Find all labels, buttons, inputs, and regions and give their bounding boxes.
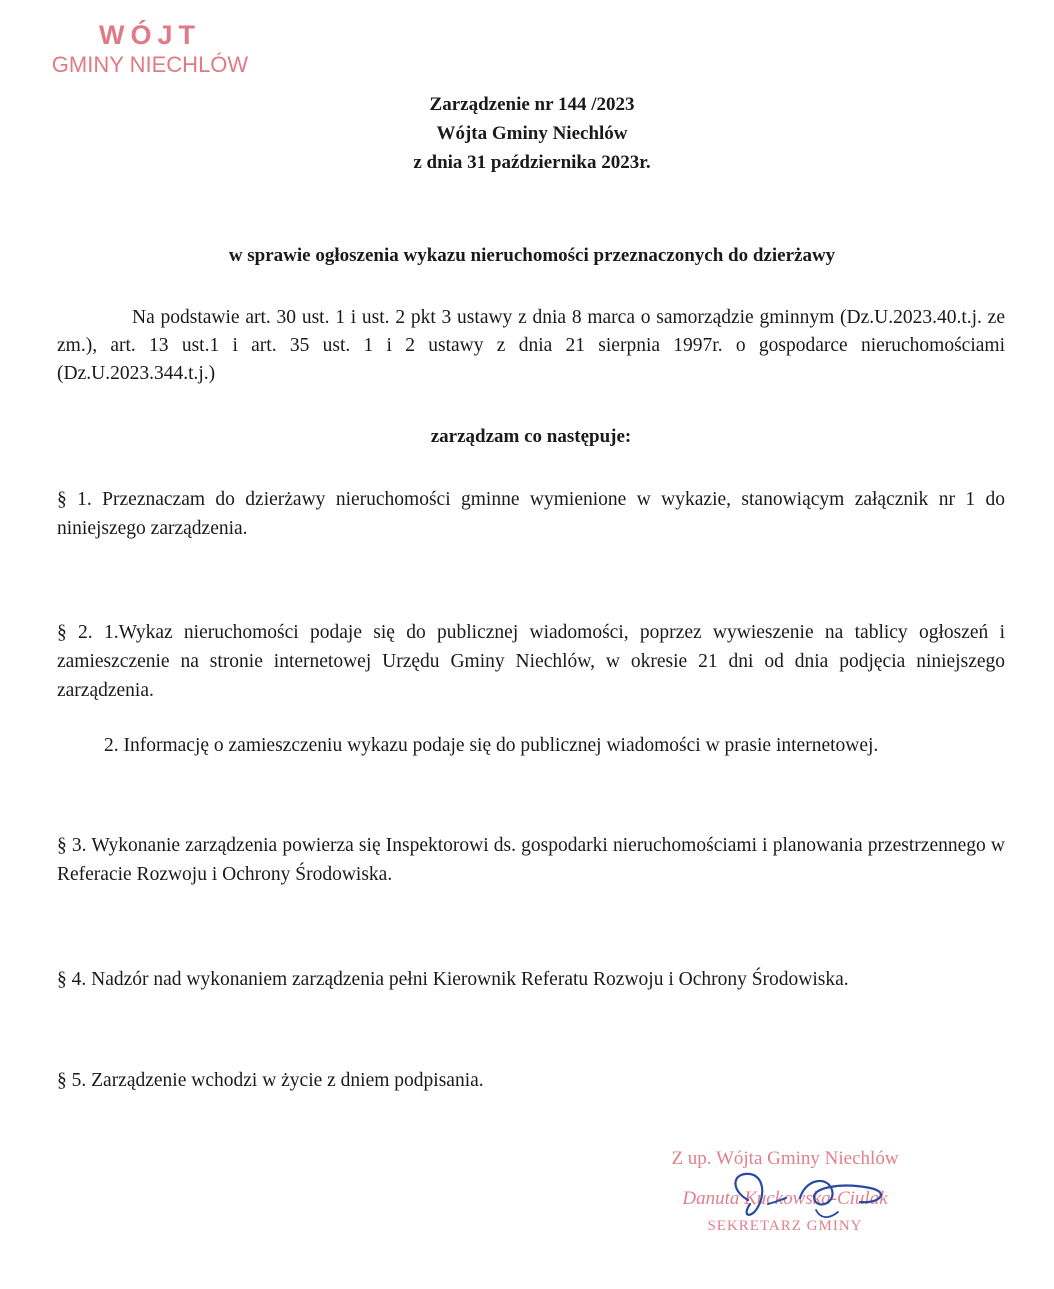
signature-stamp-line-3: SEKRETARZ GMINY: [707, 1218, 863, 1234]
stamp-line-2: GMINY NIECHLÓW: [51, 52, 249, 77]
paragraph-2-section-2: 2. Informację o zamieszczeniu wykazu podaje się do publicznej wiadomości w prasie internetowej.: [104, 735, 879, 756]
wojt-stamp: [30, 20, 270, 78]
title-line-1: Zarządzenie nr 144 /2023: [429, 94, 635, 115]
stamp-line-1: WÓJT: [99, 20, 201, 50]
paragraph-4: § 4. Nadzór nad wykonaniem zarządzenia pełni Kierownik Referatu Rozwoju i Ochrony Środowiska.: [57, 969, 849, 990]
title-line-2: Wójta Gminy Niechlów: [436, 123, 628, 144]
document-title: [0, 90, 1054, 177]
paragraph-1: § 1. Przeznaczam do dzierżawy nieruchomości gminne wymienione w wykazie, stanowiącym załącznik nr 1 do niniejszego zarządzenia.: [57, 489, 1005, 539]
signature-stamp-line-1: Z up. Wójta Gminy Niechlów: [671, 1148, 899, 1169]
decree-heading: zarządzam co następuje:: [430, 426, 632, 447]
paragraph-5: § 5. Zarządzenie wchodzi w życie z dniem podpisania.: [57, 1070, 484, 1091]
paragraph-3: § 3. Wykonanie zarządzenia powierza się Inspektorowi ds. gospodarki nieruchomościami i planowania przestrzennego w Referacie Rozwoju i Ochrony Środowiska.: [57, 835, 1005, 885]
title-line-3: z dnia 31 października 2023r.: [413, 152, 651, 173]
legal-basis: Na podstawie art. 30 ust. 1 i ust. 2 pkt 3 ustawy z dnia 8 marca o samorządzie gminnym (Dz.U.2023.40.t.j. ze zm.), art. 13 ust.1 i art. 35 ust. 1 i 2 ustawy z dnia 21 sierpnia 1997r. o gospodarce nieruchomościami (Dz.U.2023.344.t.j.): [57, 307, 1005, 384]
signature-stamp-line-2: Danuta Kuckowska-Ciulak: [682, 1188, 888, 1209]
paragraph-2-section-1: § 2. 1.Wykaz nieruchomości podaje się do publicznej wiadomości, poprzez wywieszenie na tablicy ogłoszeń i zamieszczenie na stronie internetowej Urzędu Gminy Niechlów, w okresie 21 dni od dnia podjęcia niniejszego zarządzenia.: [57, 622, 1005, 701]
handwritten-signature: [720, 1160, 920, 1230]
document-subject: w sprawie ogłoszenia wykazu nieruchomości przeznaczonych do dzierżawy: [228, 245, 836, 266]
